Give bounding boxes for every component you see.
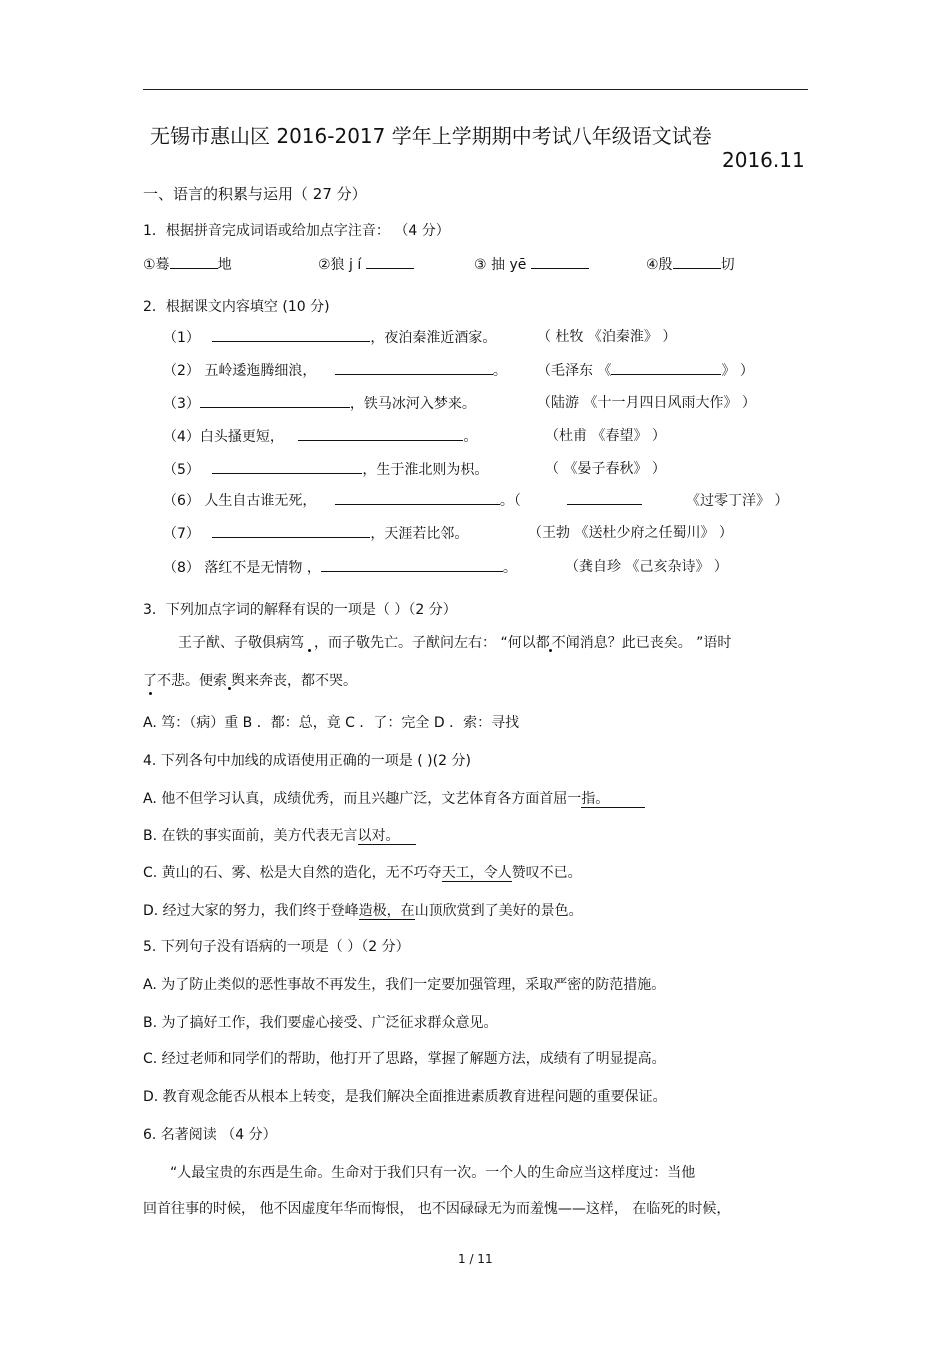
q2-line-1 — [163, 326, 496, 347]
q6-passage-line-1: “人最宝贵的东西是生命。生命对于我们只有一次。一个人的生命应当这样度过：当他 — [170, 1165, 696, 1181]
q2-6-source-text: 《过零丁洋》 ） — [686, 493, 789, 509]
q1-stem: 1．根据拼音完成词语或给加点字注音： （4 分） — [143, 223, 450, 239]
q4-stem: 4. 下列各句中加线的成语使用正确的一项是 ( )(2 分) — [143, 753, 471, 769]
q2-8-blank[interactable] — [321, 556, 503, 572]
q2-line-7 — [163, 522, 468, 543]
q3-p1-b: ，而子敬先亡。子猷问左右： “何以都 — [314, 635, 550, 651]
q1-d-post: 切 — [720, 257, 735, 273]
q2-line-8 — [163, 556, 517, 577]
doc-title: 无锡市惠山区 2016-2017 学年上学期期中考试八年级语文试卷 — [150, 124, 712, 148]
q1-a-char: ①蓦 — [143, 257, 170, 273]
q2-7-blank[interactable] — [212, 522, 370, 538]
q4-d-text: D. 经过大家的努力，我们终于登峰 — [143, 903, 359, 919]
q2-6-source — [567, 489, 788, 510]
q2-4-source: （杜甫 《春望》 ） — [545, 428, 666, 444]
q2-6-source-blank[interactable] — [567, 489, 642, 505]
q2-2-source-blank[interactable] — [611, 359, 721, 375]
q1-d-char: ④殷 — [646, 257, 673, 273]
q5-option-d: D. 教育观念能否从根本上转变，是我们解决全面推进素质教育进程问题的重要保证。 — [143, 1089, 667, 1105]
q2-3-blank[interactable] — [200, 392, 350, 408]
q4-option-c — [143, 862, 582, 882]
q4-d-tail: 山顶欣赏到了美好的景色。 — [414, 903, 583, 919]
q2-1-num: （1） — [163, 330, 200, 346]
q1-item-a — [143, 253, 232, 274]
q2-2-text: 五岭逶迤腾细浪， — [204, 363, 317, 379]
q2-2-blank[interactable] — [335, 359, 493, 375]
q2-1-text: ，夜泊秦淮近酒家。 — [370, 330, 497, 346]
q4-c-tail: 赞叹不已。 — [511, 865, 582, 881]
q2-7-num: （7） — [163, 526, 200, 542]
q4-b-text: B. 在铁的事实面前，美方代表无言 — [143, 828, 358, 844]
q2-3-source: （陆游 《十一月四日风雨大作》 ） — [537, 395, 756, 411]
q5-stem: 5. 下列句子没有语病的一项是（ ）（2 分） — [143, 939, 410, 955]
q2-1-blank[interactable] — [212, 326, 370, 342]
q1-c-text: ③ 抽 yē — [474, 257, 527, 273]
q6-passage-line-2: 回首往事的时候， 他不因虚度年华而悔恨， 也不因碌碌无为而羞愧——这样， 在临死的时候， — [143, 1201, 731, 1217]
q1-b-text: ②狼 j í — [318, 257, 362, 273]
q1-c-blank[interactable] — [531, 253, 589, 269]
q1-item-d — [646, 253, 735, 274]
q2-2-source — [537, 359, 754, 380]
q3-p1-a: 王子猷、子敬俱病笃 — [178, 635, 304, 651]
q4-c-underlined: 天工，令人 — [441, 865, 512, 881]
q1-a-post: 地 — [217, 257, 232, 273]
q2-6-blank[interactable] — [335, 489, 500, 505]
q2-6-end: 。（ — [499, 493, 521, 509]
page-number: 1 / 11 — [458, 1252, 493, 1266]
q2-line-2 — [163, 359, 507, 380]
q2-8-text: 落红不是无情物 ， — [204, 560, 321, 576]
q2-7-source: （王勃 《送杜少府之任蜀川》 ） — [528, 525, 733, 541]
q3-p2-b: 不悲。便索 — [157, 673, 227, 689]
q2-8-source: （龚自珍 《己亥杂诗》 ） — [565, 559, 728, 575]
q3-stem: 3．下列加点字词的解释有误的一项是（ ）（2 分） — [143, 602, 457, 618]
q3-p1-c: 不闻消息？此已丧矣。 ”语时 — [551, 635, 732, 651]
q1-b-blank[interactable] — [366, 253, 414, 269]
q4-option-d — [143, 900, 583, 920]
q1-item-c — [474, 253, 589, 274]
q2-6-num: （6） — [163, 493, 200, 509]
q2-2-source-b: 》 ） — [721, 363, 754, 379]
q3-p2-a: 了 — [143, 670, 157, 690]
q2-8-num: （8） — [163, 560, 200, 576]
q2-7-text: ，天涯若比邻。 — [370, 526, 469, 542]
q2-8-end: 。 — [502, 560, 517, 576]
q2-stem: 2．根据课文内容填空 (10 分) — [143, 299, 330, 315]
q3-passage-line-1 — [178, 632, 731, 652]
q2-4-end: 。 — [463, 429, 478, 445]
q4-option-a — [143, 788, 645, 808]
q4-c-text: C. 黄山的石、雾、松是大自然的造化，无不巧夺 — [143, 865, 442, 881]
q2-4-blank[interactable] — [298, 425, 463, 441]
q2-3-text: ，铁马冰河入梦来。 — [349, 396, 476, 412]
q4-d-underlined: 造极，在 — [358, 903, 415, 919]
q2-3-num: （3） — [163, 396, 200, 412]
q4-b-underlined: 以对。 — [358, 828, 416, 845]
q2-line-3 — [163, 392, 476, 413]
q2-1-source: （ 杜牧 《泊秦淮》 ） — [537, 329, 677, 345]
section-1-heading: 一、语言的积累与运用（ 27 分） — [143, 185, 367, 203]
q4-a-text: A. 他不但学习认真，成绩优秀，而且兴趣广泛，文艺体育各方面首屈一 — [143, 791, 582, 807]
q1-item-b — [318, 253, 414, 274]
q5-option-c: C. 经过老师和同学们的帮助，他打开了思路，掌握了解题方法，成绩有了明显提高。 — [143, 1051, 666, 1067]
q2-6-text: 人生自古谁无死， — [204, 493, 317, 509]
header-rule — [143, 89, 808, 90]
q2-4-num: （4） — [163, 429, 200, 445]
q2-2-end: 。 — [492, 363, 507, 379]
q5-option-b: B. 为了搞好工作，我们要虚心接受、广泛征求群众意见。 — [143, 1015, 498, 1031]
q2-4-text: 白头搔更短， — [199, 429, 284, 445]
q2-5-blank[interactable] — [212, 458, 362, 474]
q4-a-underlined: 指。 — [581, 791, 645, 808]
q2-2-source-a: （毛泽东 《 — [537, 363, 612, 379]
q5-option-a: A. 为了防止类似的恶性事故不再发生，我们一定要加强管理，采取严密的防范措施。 — [143, 977, 666, 993]
q6-stem: 6. 名著阅读 （4 分） — [143, 1127, 277, 1143]
q2-5-source: （ 《晏子春秋》 ） — [545, 461, 666, 477]
q1-a-blank[interactable] — [170, 253, 218, 269]
q2-2-num: （2） — [163, 363, 200, 379]
q2-line-5 — [163, 458, 488, 479]
q2-5-text: ，生于淮北则为枳。 — [362, 462, 489, 478]
doc-date: 2016.11 — [722, 148, 805, 172]
q2-5-num: （5） — [163, 462, 200, 478]
q2-line-4 — [163, 425, 477, 446]
q3-options: A. 笃：（病）重 B ．都：总，竟 C ．了：完全 D ．索：寻找 — [143, 715, 520, 731]
q2-line-6 — [163, 489, 521, 510]
q4-option-b — [143, 825, 416, 845]
q1-d-blank[interactable] — [673, 253, 721, 269]
q3-p2-c: 舆来奔丧，都不哭。 — [231, 673, 357, 689]
q3-passage-line-2 — [143, 670, 357, 690]
